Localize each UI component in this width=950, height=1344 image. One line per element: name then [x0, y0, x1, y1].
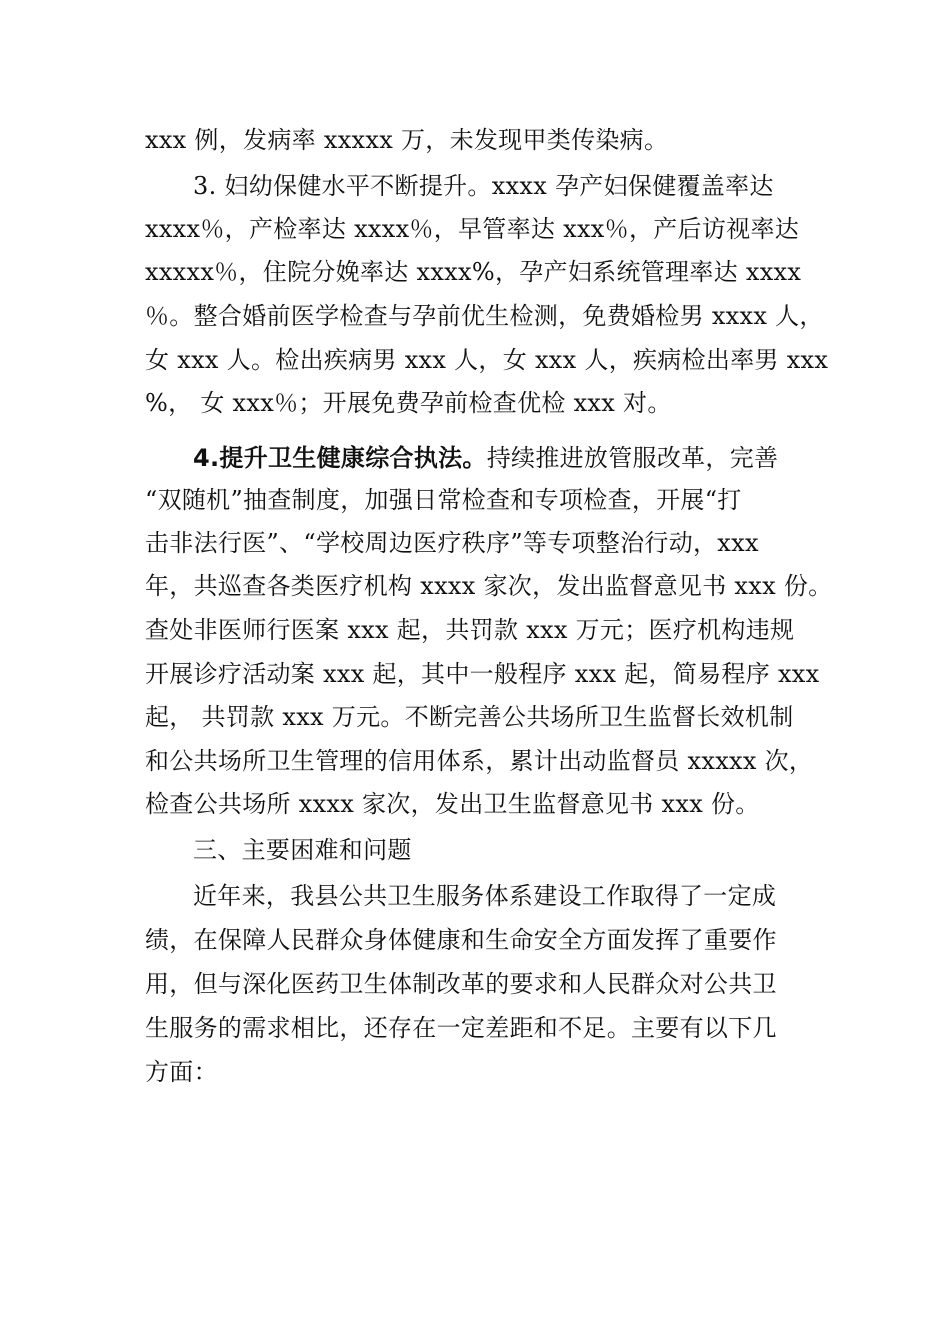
- para3-line-3: xxxxx％，住院分娩率达 xxxx%，孕产妇系统管理率达 xxxx: [145, 258, 802, 286]
- para3-line-2: xxxx％，产检率达 xxxx％，早管率达 xxx％，产后访视率达: [145, 215, 800, 243]
- para3-line-1: 3. 妇幼保健水平不断提升。xxxx 孕产妇保健覆盖率达: [193, 172, 774, 200]
- para4-line-2: “双随机”抽查制度，加强日常检查和专项检查，开展“打: [145, 486, 742, 514]
- para4-line-1: [193, 438, 778, 478]
- section3-line-3: 用，但与深化医药卫生体制改革的要求和人民群众对公共卫: [145, 970, 777, 998]
- para4-heading: 4.提升卫生健康综合执法。: [193, 444, 487, 472]
- section3-line-5: 方面：: [145, 1058, 218, 1086]
- section-heading: 三、主要困难和问题: [193, 836, 412, 864]
- para4-line-4: 年，共巡查各类医疗机构 xxxx 家次，发出监督意见书 xxx 份。: [145, 572, 833, 600]
- para4-line-8: 和公共场所卫生管理的信用体系，累计出动监督员 xxxxx 次，: [145, 747, 814, 775]
- para3-line-5: 女 xxx 人。检出疾病男 xxx 人，女 xxx 人，疾病检出率男 xxx: [145, 346, 829, 374]
- section3-line-1: 近年来，我县公共卫生服务体系建设工作取得了一定成: [193, 882, 777, 910]
- paragraph-continuation-line: xxx 例，发病率 xxxxx 万，未发现甲类传染病。: [145, 126, 669, 154]
- section3-line-2: 绩，在保障人民群众身体健康和生命安全方面发挥了重要作: [145, 926, 777, 954]
- para4-line-6: 开展诊疗活动案 xxx 起，其中一般程序 xxx 起，简易程序 xxx: [145, 660, 820, 688]
- para3-line-6: %， 女 xxx％；开展免费孕前检查优检 xxx 对。: [145, 389, 672, 417]
- para4-line-7: 起， 共罚款 xxx 万元。不断完善公共场所卫生监督长效机制: [145, 703, 794, 731]
- para3-line-4: ％。整合婚前医学检查与孕前优生检测，免费婚检男 xxxx 人，: [145, 302, 824, 330]
- para4-line-3: 击非法行医”、“学校周边医疗秩序”等专项整治行动，xxx: [145, 529, 759, 557]
- para4-line-1-text: 持续推进放管服改革，完善: [486, 444, 779, 472]
- para4-line-9: 检查公共场所 xxxx 家次，发出卫生监督意见书 xxx 份。: [145, 790, 760, 818]
- section3-line-4: 生服务的需求相比，还存在一定差距和不足。主要有以下几: [145, 1014, 777, 1042]
- para4-line-5: 查处非医师行医案 xxx 起，共罚款 xxx 万元；医疗机构违规: [145, 616, 795, 644]
